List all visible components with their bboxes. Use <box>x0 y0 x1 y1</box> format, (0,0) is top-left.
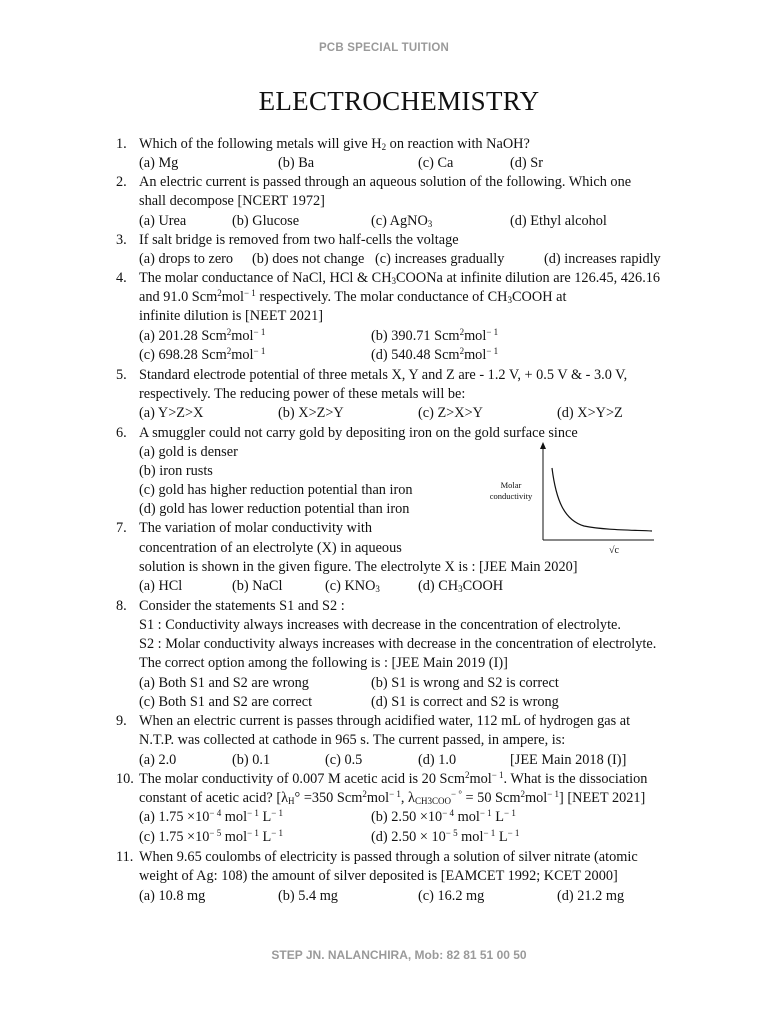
options-row <box>139 404 699 423</box>
question-text: constant of acetic acid? [$\lambda_H^\circ =350$ Scm$^2$mol$^{- 1}$, $\lambda_{CH3COO}^{- ^\circ} = 50$ Scm$^2$mol$^{- 1}$] [NEET 2021] <box>139 789 646 806</box>
option-b: (b) 390.71 Scm$^2$mol$^{- 1}$ <box>371 327 499 344</box>
options-row <box>139 327 699 346</box>
question-text: The correct option among the following is : [JEE Main 2019 (I)] <box>139 655 508 671</box>
option-d: (d) S1 is correct and S2 is wrong <box>371 694 559 710</box>
option-a: (a) Urea <box>139 213 187 229</box>
page-header: PCB SPECIAL TUITION <box>318 42 450 54</box>
question-text: N.T.P. was collected at cathode in 965 s. The current passed, in ampere, is: <box>139 732 566 748</box>
question-number: 2. <box>116 174 127 190</box>
conductivity-graph <box>480 440 660 560</box>
option-c: (c) Ca <box>418 155 454 171</box>
question-number: 8. <box>116 598 127 614</box>
option-a: (a) HCl <box>139 578 183 594</box>
question-number: 1. <box>116 136 127 152</box>
question-number: 4. <box>116 270 127 286</box>
option-a: (a) $1.75 \times 10^{- 4}$ mol$^{- 1}$ $L^{- 1}$ <box>139 808 284 825</box>
question-number: 11. <box>116 849 134 865</box>
question-text: solution is shown in the given figure. The electrolyte X is : [JEE Main 2020] <box>139 559 578 575</box>
x-axis-label: √c <box>609 545 619 556</box>
options-row <box>139 693 699 712</box>
option-d: (d) $2.50 \times 10^{- 5}$ mol$^{- 1}$ $L^{- 1}$ <box>371 828 520 845</box>
y-axis-label-2: conductivity <box>489 491 533 501</box>
option-c: (c) 698.28 Scm$^2$mol$^{- 1}$ <box>139 346 266 363</box>
options-row <box>139 212 699 231</box>
option-d: (d) increases rapidly <box>544 251 661 267</box>
option-b: (b) Glucose <box>232 213 300 229</box>
option-a: (a) 2.0 <box>139 752 177 768</box>
question-number: 6. <box>116 425 127 441</box>
option-a: (a) gold is denser <box>139 444 238 460</box>
option-c: (c) increases gradually <box>375 251 505 267</box>
options-row <box>139 346 699 365</box>
question-number: 5. <box>116 367 127 383</box>
question-text: Which of the following metals will give $H_2$ on reaction with NaOH? <box>139 136 530 152</box>
option-c: (c) 0.5 <box>325 752 363 768</box>
question-text: A smuggler could not carry gold by depositing iron on the gold surface since <box>139 425 578 441</box>
options-row <box>139 751 699 770</box>
question-text: and 91.0 Scm$^2$mol$^{- 1}$ respectively. The molar conductance of $CH_3COOH$ at <box>139 288 567 305</box>
question-text: Consider the statements S1 and S2 : <box>139 598 345 614</box>
question-text: shall decompose [NCERT 1972] <box>139 193 325 209</box>
option-c: (c) 16.2 mg <box>418 888 485 904</box>
option-c: (c) $KNO_3$ <box>325 578 380 594</box>
option-d: (d) $CH_3COOH$ <box>418 578 504 594</box>
question-text: S1 : Conductivity always increases with decrease in the concentration of electrolyte. <box>139 617 621 633</box>
option-b: (b) does not change <box>252 251 365 267</box>
options-row <box>139 250 699 269</box>
option-b: (b) NaCl <box>232 578 283 594</box>
option-a: (a) Both S1 and S2 are wrong <box>139 675 309 691</box>
question-text: concentration of an electrolyte (X) in aqueous <box>139 540 402 556</box>
options-row <box>139 674 699 693</box>
option-d: (d) 1.0 <box>418 752 457 768</box>
options-row <box>139 828 699 847</box>
option-b: (b) S1 is wrong and S2 is correct <box>371 675 559 691</box>
question-text: The molar conductance of NaCl, HCl & $CH_3COONa$ at infinite dilution are 126.45, 426.16 <box>139 270 661 286</box>
question-reference: [JEE Main 2018 (I)] <box>510 752 627 768</box>
option-a: (a) Y>Z>X <box>139 405 204 421</box>
option-d: (d) Sr <box>510 155 543 171</box>
option-d: (d) gold has lower reduction potential than iron <box>139 501 410 517</box>
question-text: Standard electrode potential of three metals X, Y and Z are - 1.2 V, + 0.5 V & - 3.0 V, <box>139 367 628 383</box>
options-row <box>139 154 699 173</box>
y-axis-arrow <box>540 442 546 449</box>
question-number: 7. <box>116 520 127 536</box>
page-footer: STEP JN. NALANCHIRA, Mob: 82 81 51 00 50 <box>271 948 527 962</box>
option-d: (d) Ethyl alcohol <box>510 213 607 229</box>
conductivity-curve <box>552 468 652 531</box>
option-c: (c) gold has higher reduction potential than iron <box>139 482 413 498</box>
option-a: (a) Mg <box>139 155 179 171</box>
question-text: If salt bridge is removed from two half-cells the voltage <box>139 232 459 248</box>
question-text: The variation of molar conductivity with <box>139 520 373 536</box>
option-c: (c) Both S1 and S2 are correct <box>139 694 313 710</box>
options-row <box>139 577 699 596</box>
option-a: (a) drops to zero <box>139 251 234 267</box>
question-text: weight of Ag: 108) the amount of silver deposited is [EAMCET 1992; KCET 2000] <box>139 868 618 884</box>
option-b: (b) $2.50 \times 10^{- 4}$ mol$^{- 1}$ $L^{- 1}$ <box>371 808 516 825</box>
options-row <box>139 887 699 906</box>
page-title: ELECTROCHEMISTRY <box>258 86 540 116</box>
question-number: 3. <box>116 232 127 248</box>
question-number: 10. <box>116 771 134 787</box>
option-b: (b) 5.4 mg <box>278 888 338 904</box>
option-a: (a) 201.28 Scm$^2$mol$^{- 1}$ <box>139 327 266 344</box>
options-row <box>139 808 699 827</box>
question-text: When an electric current is passes through acidified water, 112 mL of hydrogen gas at <box>139 713 631 729</box>
question-text: respectively. The reducing power of these metals will be: <box>139 386 466 402</box>
option-b: (b) X>Z>Y <box>278 405 344 421</box>
option-d: (d) 540.48 Scm$^2$mol$^{- 1}$ <box>371 346 499 363</box>
question-text: An electric current is passed through an aqueous solution of the following. Which one <box>139 174 632 190</box>
question-text: S2 : Molar conductivity always increases with decrease in the concentration of electrolyte. <box>139 636 657 652</box>
option-d: (d) 21.2 mg <box>557 888 625 904</box>
option-b: (b) Ba <box>278 155 315 171</box>
option-b: (b) iron rusts <box>139 463 213 479</box>
question-text: When 9.65 coulombs of electricity is passed through a solution of silver nitrate (atomic <box>139 849 638 865</box>
question-text: infinite dilution is [NEET 2021] <box>139 308 323 324</box>
option-d: (d) X>Y>Z <box>557 405 623 421</box>
option-c: (c) Z>X>Y <box>418 405 483 421</box>
option-c: (c) AgNO$_3$ <box>371 213 433 229</box>
option-c: (c) $1.75 \times 10^{- 5}$ mol$^{- 1}$ $L^{- 1}$ <box>139 828 284 845</box>
question-text: The molar conductivity of 0.007 M acetic acid is 20 Scm$^2$mol$^{- 1}$. What is the dissociation <box>139 770 648 787</box>
option-b: (b) 0.1 <box>232 752 271 768</box>
y-axis-label-1: Molar <box>500 480 522 490</box>
option-a: (a) 10.8 mg <box>139 888 206 904</box>
question-number: 9. <box>116 713 127 729</box>
